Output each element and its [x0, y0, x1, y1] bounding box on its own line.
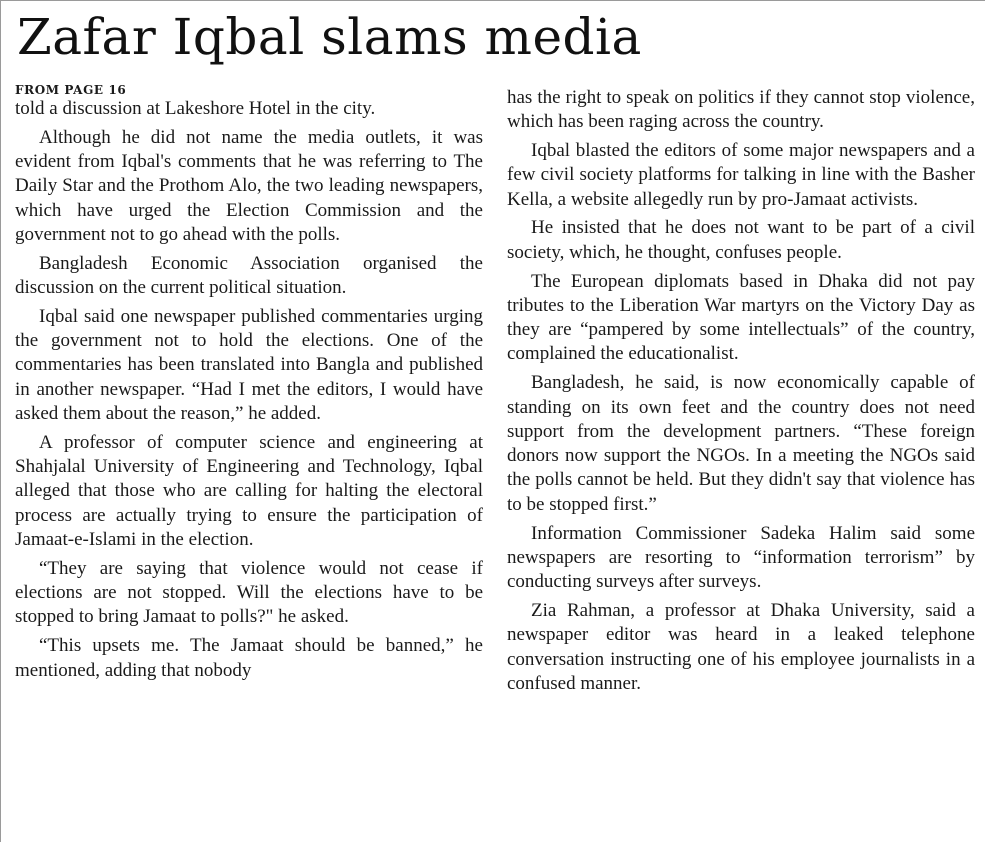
paragraph: has the right to speak on politics if they cannot stop violence, which has been raging across the country. — [507, 87, 975, 133]
paragraph: The European diplomats based in Dhaka did not pay tributes to the Liberation War martyrs on the Victory Day as they are “pampered by some intellectuals” of the country, complained the educationalist. — [507, 270, 975, 365]
paragraph: Zia Rahman, a professor at Dhaka University, said a newspaper editor was heard in a leaked telephone conversation instructing one of his employee journalists in a confused manner. — [507, 599, 975, 694]
paragraph: Information Commissioner Sadeka Halim said some newspapers are resorting to “information terrorism” by conducting surveys after surveys. — [507, 522, 975, 593]
paragraph: “This upsets me. The Jamaat should be banned,” he mentioned, adding that nobody — [15, 635, 483, 681]
headline: Zafar Iqbal slams media — [17, 8, 642, 66]
paragraph: Bangladesh, he said, is now economically capable of standing on its own feet and the country does not need support from the development partners. “These foreign donors now support the NGOs. In a meeting the NGOs said the polls cannot be held. But they didn't say that violence has to be stopped first.” — [507, 372, 975, 515]
paragraph: told a discussion at Lakeshore Hotel in the city. — [15, 98, 376, 119]
paragraph: Bangladesh Economic Association organised the discussion on the current political situation. — [15, 252, 483, 299]
paragraph: A professor of computer science and engineering at Shahjalal University of Engineering and Technology, Iqbal alleged that those who are calling for halting the electoral process are actually trying to ensure the participation of Jamaat-e-Islami in the election. — [15, 431, 483, 551]
paragraph: “They are saying that violence would not cease if elections are not stopped. Will the elections have to be stopped to bring Jamaat to polls?" he asked. — [15, 557, 483, 628]
dateline: FROM PAGE 16 — [15, 83, 127, 97]
paragraph: Iqbal said one newspaper published commentaries urging the government not to hold the elections. One of the commentaries has been translated into Bangla and published in another newspaper. “Had I met the editors, I would have asked them about the reason,” he added. — [15, 305, 483, 425]
paragraph: He insisted that he does not want to be part of a civil society, which, he thought, confuses people. — [507, 217, 975, 263]
paragraph: Although he did not name the media outlets, it was evident from Iqbal's comments that he was referring to The Daily Star and the Prothom Alo, the two leading newspapers, which have urged the Election Commission and the government not to go ahead with the polls. — [15, 126, 483, 245]
paragraph: Iqbal blasted the editors of some major newspapers and a few civil society platforms for talking in line with the Basher Kella, a website allegedly run by pro-Jamaat activists. — [507, 140, 975, 210]
left-column — [15, 83, 483, 687]
right-column — [507, 86, 975, 701]
